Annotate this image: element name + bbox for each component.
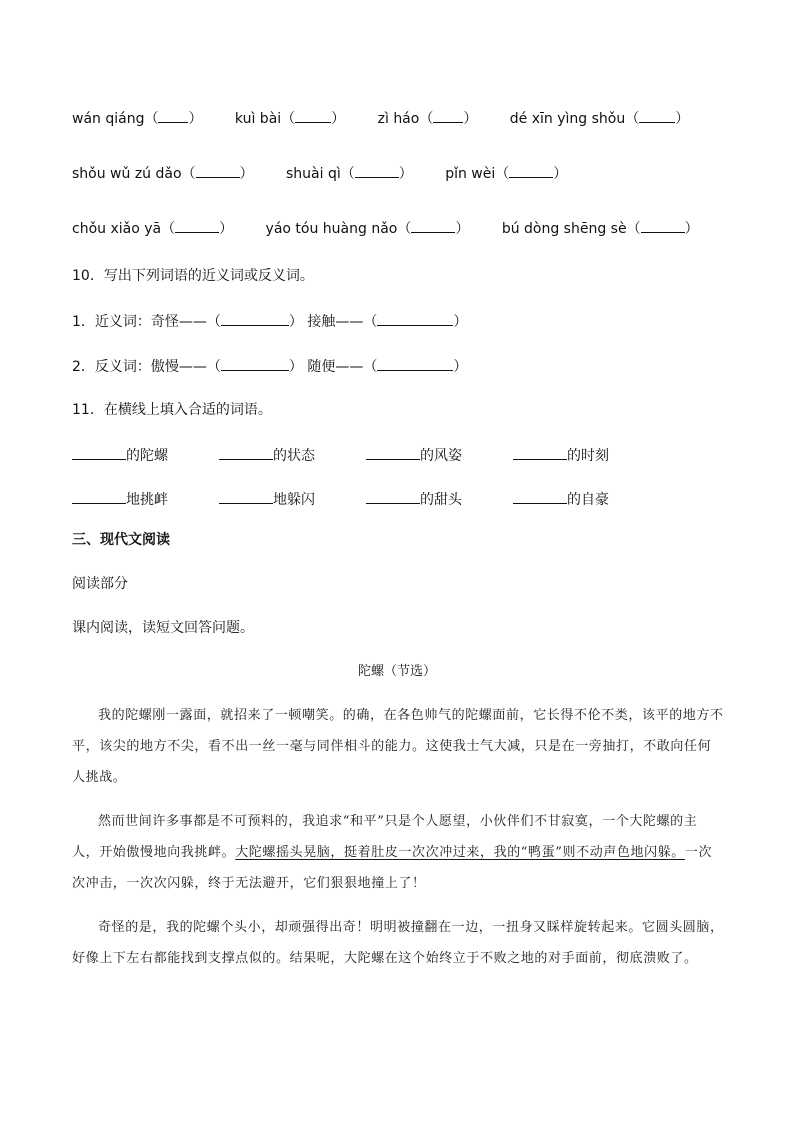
answer-blank[interactable] — [158, 108, 188, 123]
answer-blank[interactable] — [377, 311, 453, 326]
question-10-synonyms: 1．近义词：奇怪——（ ） 接触——（ ） — [72, 311, 467, 332]
pinyin-item: bú dòng shēng sè（ ） — [502, 218, 699, 239]
pinyin-row-2 — [72, 163, 595, 184]
answer-blank[interactable] — [366, 445, 420, 460]
answer-blank[interactable] — [377, 356, 453, 371]
passage-paragraph-1: 我的陀螺刚一露面，就招来了一顿嘲笑。的确，在各色帅气的陀螺面前，它长得不伦不类，该平的地方不平，该尖的地方不尖，看不出一丝一毫与同伴相斗的能力。这使我士气大减，只是在一旁抽打，不敢向任何人挑战。 — [72, 708, 724, 785]
fill-item: 地挑衅 — [72, 489, 168, 510]
pinyin-item: zì háo（ ） — [378, 108, 478, 129]
answer-blank[interactable] — [295, 108, 331, 123]
answer-blank[interactable] — [513, 445, 567, 460]
pinyin-item: shuài qì（ ） — [286, 163, 413, 184]
fill-item: 的甜头 — [366, 489, 462, 510]
pinyin-item: yáo tóu huàng nǎo（ ） — [266, 218, 470, 239]
answer-blank[interactable] — [72, 445, 126, 460]
answer-blank[interactable] — [513, 489, 567, 504]
answer-blank[interactable] — [219, 445, 273, 460]
passage-paragraph-2: 然而世间许多事都是不可预料的，我追求“和平”只是个人愿望，小伙伴们不甘寂寞，一个大陀螺的主人，开始傲慢地向我挑衅。大陀螺摇头晃脑，挺着肚皮一次次冲过来，我的“鸭蛋”则不动声色地闪躲。一次次冲击，一次次闪躲，终于无法避开，它们狠狠地撞上了！ — [72, 814, 713, 891]
pinyin-item: dé xīn yìng shǒu（ ） — [510, 108, 689, 129]
answer-blank[interactable] — [221, 311, 289, 326]
passage-title: 陀螺（节选） — [357, 664, 436, 679]
section-subtitle: 阅读部分 — [72, 576, 128, 592]
answer-blank[interactable] — [509, 163, 553, 178]
answer-blank[interactable] — [433, 108, 463, 123]
pinyin-item: shǒu wǔ zú dǎo（ ） — [72, 163, 254, 184]
answer-blank[interactable] — [72, 489, 126, 504]
pinyin-row-3 — [72, 218, 727, 239]
answer-blank[interactable] — [366, 489, 420, 504]
fill-item: 地躲闪 — [219, 489, 315, 510]
answer-blank[interactable] — [221, 356, 289, 371]
answer-blank[interactable] — [219, 489, 273, 504]
question-11-title: 11．在横线上填入合适的词语。 — [72, 402, 272, 418]
answer-blank[interactable] — [355, 163, 399, 178]
answer-blank[interactable] — [641, 218, 685, 233]
fill-item: 的自豪 — [513, 489, 609, 510]
question-10-title: 10．写出下列词语的近义词或反义词。 — [72, 268, 314, 284]
fill-item: 的状态 — [219, 445, 315, 466]
answer-blank[interactable] — [196, 163, 240, 178]
answer-blank[interactable] — [175, 218, 219, 233]
section-title: 三、现代文阅读 — [72, 532, 170, 548]
fill-row-1 — [72, 445, 732, 465]
instruction-text: 课内阅读，读短文回答问题。 — [72, 620, 254, 636]
passage-paragraph-3: 奇怪的是，我的陀螺个头小，却顽强得出奇！明明被撞翻在一边，一扭身又睬样旋转起来。它圆头圆脑，好像上下左右都能找到支撑点似的。结果呢，大陀螺在这个始终立于不败之地的对手面前，彻底溃败了。 — [72, 920, 724, 966]
pinyin-row-1 — [72, 108, 717, 129]
pinyin-item: kuì bài（ ） — [235, 108, 345, 129]
pinyin-item: pǐn wèi（ ） — [445, 163, 567, 184]
answer-blank[interactable] — [639, 108, 675, 123]
pinyin-item: wán qiáng（ ） — [72, 108, 202, 129]
pinyin-item: chǒu xiǎo yā（ ） — [72, 218, 233, 239]
fill-item: 的陀螺 — [72, 445, 168, 466]
fill-row-2 — [72, 489, 732, 509]
fill-item: 的时刻 — [513, 445, 609, 466]
underlined-sentence: 大陀螺摇头晃脑，挺着肚皮一次次冲过来，我的“鸭蛋”则不动声色地闪躲。 — [235, 845, 685, 860]
answer-blank[interactable] — [411, 218, 455, 233]
question-10-antonyms: 2．反义词：傲慢——（ ） 随便——（ ） — [72, 356, 467, 377]
fill-item: 的风姿 — [366, 445, 462, 466]
